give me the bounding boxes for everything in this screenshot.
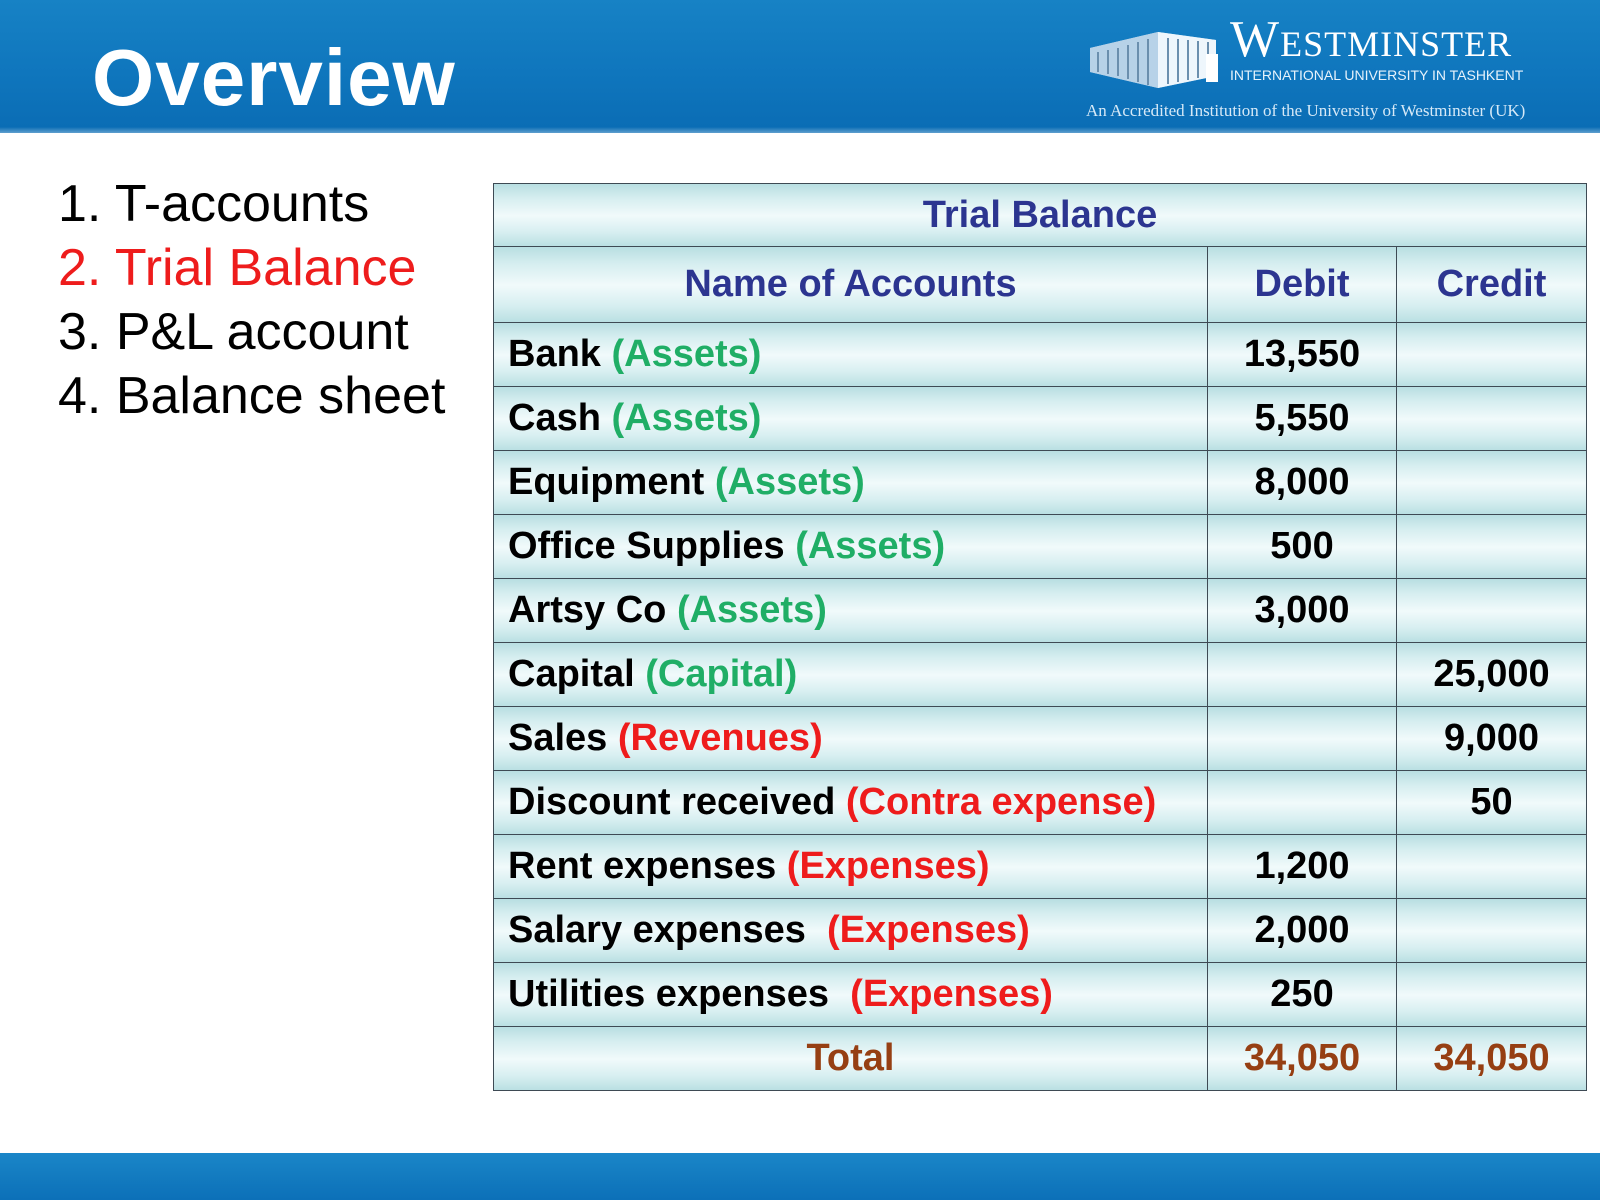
outline-item-pl-account: 3. P&L account xyxy=(58,303,409,361)
table-row xyxy=(494,451,1587,515)
account-cell xyxy=(494,707,1208,771)
credit-cell xyxy=(1397,451,1587,515)
table-row xyxy=(494,707,1587,771)
account-category: (Expenses) xyxy=(827,909,1030,951)
account-cell xyxy=(494,899,1208,963)
total-label: Total xyxy=(494,1027,1208,1091)
account-name: Rent expenses xyxy=(508,845,777,887)
table-row xyxy=(494,771,1587,835)
table-row xyxy=(494,643,1587,707)
account-name: Utilities expenses xyxy=(508,973,830,1015)
account-category: (Assets) xyxy=(611,333,762,375)
account-name: Equipment xyxy=(508,461,705,503)
table-title: Trial Balance xyxy=(494,184,1587,247)
outline-list xyxy=(58,172,445,428)
header-bar xyxy=(0,0,1600,133)
debit-cell: 3,000 xyxy=(1208,579,1397,643)
account-category: (Assets) xyxy=(795,525,946,567)
account-name: Cash xyxy=(508,397,601,439)
building-icon xyxy=(1088,18,1220,96)
outline-item-trial-balance: 2. Trial Balance xyxy=(58,239,417,297)
account-name: Capital xyxy=(508,653,635,695)
account-category: (Contra expense) xyxy=(845,781,1157,823)
table-row xyxy=(494,963,1587,1027)
table-row xyxy=(494,323,1587,387)
credit-cell xyxy=(1397,963,1587,1027)
logo-name: Westminster xyxy=(1230,11,1513,68)
debit-cell: 250 xyxy=(1208,963,1397,1027)
outline-item-balance-sheet: 4. Balance sheet xyxy=(58,367,446,425)
table-row xyxy=(494,579,1587,643)
account-name: Discount received xyxy=(508,781,836,823)
total-credit: 34,050 xyxy=(1397,1027,1587,1091)
account-cell xyxy=(494,643,1208,707)
total-row xyxy=(494,1027,1587,1091)
account-category: (Expenses) xyxy=(850,973,1053,1015)
trial-balance-table xyxy=(493,183,1587,1091)
account-cell xyxy=(494,323,1208,387)
trial-balance-table-container xyxy=(493,183,1586,1091)
account-cell xyxy=(494,451,1208,515)
account-category: (Assets) xyxy=(676,589,827,631)
table-row xyxy=(494,835,1587,899)
account-category: (Assets) xyxy=(714,461,865,503)
footer-bar xyxy=(0,1153,1600,1200)
credit-cell: 50 xyxy=(1397,771,1587,835)
outline-item-t-accounts: 1. T-accounts xyxy=(58,175,370,233)
total-debit: 34,050 xyxy=(1208,1027,1397,1091)
account-cell xyxy=(494,387,1208,451)
header-name-of-accounts: Name of Accounts xyxy=(494,247,1208,323)
credit-cell xyxy=(1397,835,1587,899)
account-name: Sales xyxy=(508,717,608,759)
account-name: Bank xyxy=(508,333,601,375)
debit-cell: 5,550 xyxy=(1208,387,1397,451)
table-row xyxy=(494,515,1587,579)
credit-cell: 25,000 xyxy=(1397,643,1587,707)
logo-subtitle: INTERNATIONAL UNIVERSITY IN TASHKENT xyxy=(1230,67,1524,83)
table-header-row xyxy=(494,247,1587,323)
table-row xyxy=(494,387,1587,451)
credit-cell xyxy=(1397,515,1587,579)
account-cell xyxy=(494,963,1208,1027)
account-cell xyxy=(494,579,1208,643)
account-name: Artsy Co xyxy=(508,589,667,631)
header-credit: Credit xyxy=(1397,247,1587,323)
university-logo xyxy=(1088,8,1593,128)
credit-cell xyxy=(1397,323,1587,387)
header-debit: Debit xyxy=(1208,247,1397,323)
account-cell xyxy=(494,771,1208,835)
debit-cell: 500 xyxy=(1208,515,1397,579)
table-row xyxy=(494,899,1587,963)
debit-cell xyxy=(1208,771,1397,835)
account-cell xyxy=(494,515,1208,579)
credit-cell xyxy=(1397,899,1587,963)
account-name: Salary expenses xyxy=(508,909,806,951)
credit-cell xyxy=(1397,579,1587,643)
account-cell xyxy=(494,835,1208,899)
debit-cell xyxy=(1208,643,1397,707)
debit-cell: 2,000 xyxy=(1208,899,1397,963)
account-name: Office Supplies xyxy=(508,525,785,567)
debit-cell: 8,000 xyxy=(1208,451,1397,515)
logo-tagline: An Accredited Institution of the University of Westminster (UK) xyxy=(1086,101,1526,120)
debit-cell xyxy=(1208,707,1397,771)
account-category: (Expenses) xyxy=(786,845,990,887)
debit-cell: 13,550 xyxy=(1208,323,1397,387)
credit-cell: 9,000 xyxy=(1397,707,1587,771)
table-title-row xyxy=(494,184,1587,247)
account-category: (Capital) xyxy=(645,653,798,695)
account-category: (Assets) xyxy=(611,397,762,439)
slide-title: Overview xyxy=(92,33,456,122)
credit-cell xyxy=(1397,387,1587,451)
account-category: (Revenues) xyxy=(617,717,823,759)
debit-cell: 1,200 xyxy=(1208,835,1397,899)
